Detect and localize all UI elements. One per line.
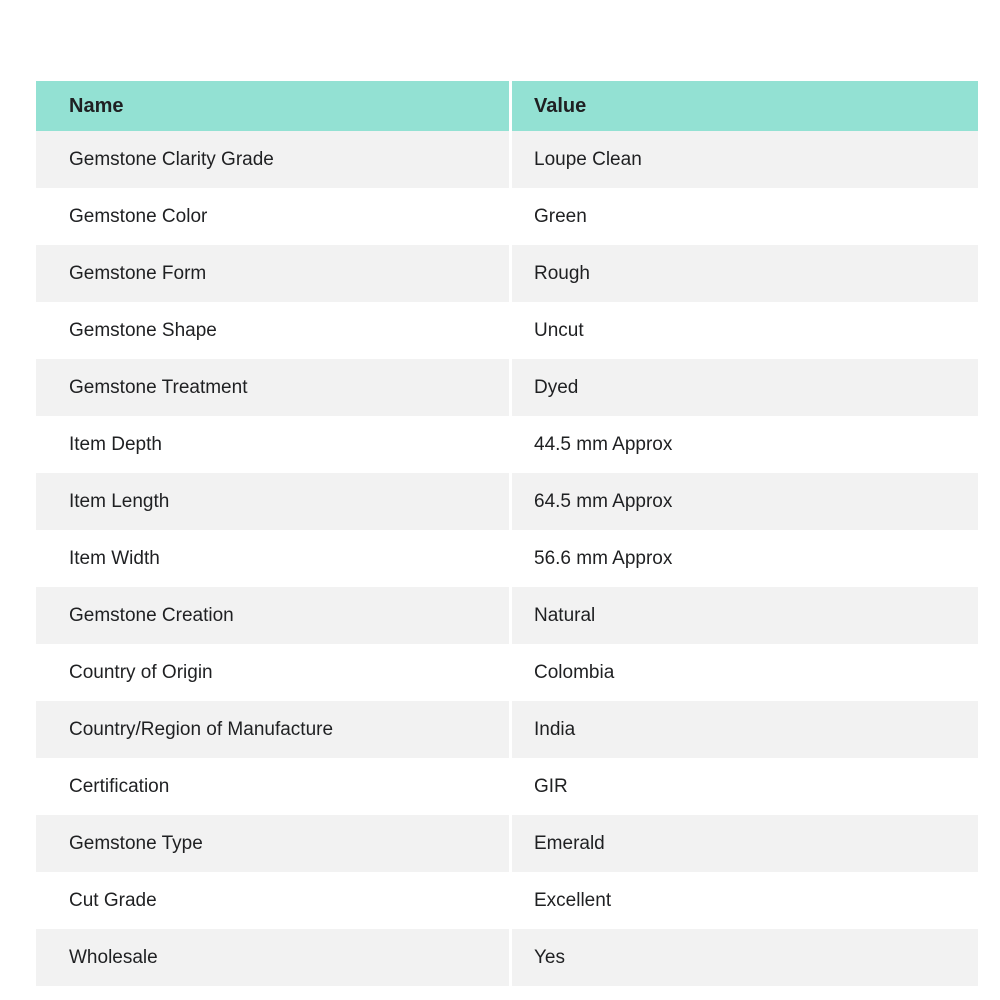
name-cell: Wholesale <box>36 929 509 986</box>
table-row <box>36 188 978 245</box>
value-cell: GIR <box>512 758 978 815</box>
table-row <box>36 872 978 929</box>
name-cell: Country/Region of Manufacture <box>36 701 509 758</box>
value-cell: 44.5 mm Approx <box>512 416 978 473</box>
name-cell: Gemstone Creation <box>36 587 509 644</box>
table-row <box>36 359 978 416</box>
table-row <box>36 701 978 758</box>
table-row <box>36 758 978 815</box>
name-cell: Cut Grade <box>36 872 509 929</box>
table-row <box>36 644 978 701</box>
table-row <box>36 530 978 587</box>
name-cell: Certification <box>36 758 509 815</box>
table-row <box>36 131 978 188</box>
value-cell: Dyed <box>512 359 978 416</box>
table-row <box>36 302 978 359</box>
value-cell: Green <box>512 188 978 245</box>
value-cell: Uncut <box>512 302 978 359</box>
name-cell: Gemstone Color <box>36 188 509 245</box>
table-row <box>36 473 978 530</box>
table-row <box>36 416 978 473</box>
name-cell: Country of Origin <box>36 644 509 701</box>
name-cell: Item Width <box>36 530 509 587</box>
name-cell: Gemstone Shape <box>36 302 509 359</box>
column-header-name: Name <box>36 81 509 131</box>
name-cell: Gemstone Type <box>36 815 509 872</box>
column-header-value: Value <box>512 81 978 131</box>
table-row <box>36 815 978 872</box>
value-cell: Yes <box>512 929 978 986</box>
name-cell: Gemstone Form <box>36 245 509 302</box>
name-cell: Item Length <box>36 473 509 530</box>
value-cell: 56.6 mm Approx <box>512 530 978 587</box>
table-row <box>36 245 978 302</box>
name-cell: Gemstone Treatment <box>36 359 509 416</box>
name-cell: Gemstone Clarity Grade <box>36 131 509 188</box>
value-cell: Loupe Clean <box>512 131 978 188</box>
value-cell: Excellent <box>512 872 978 929</box>
value-cell: Natural <box>512 587 978 644</box>
value-cell: Rough <box>512 245 978 302</box>
name-cell: Item Depth <box>36 416 509 473</box>
value-cell: India <box>512 701 978 758</box>
value-cell: Colombia <box>512 644 978 701</box>
value-cell: Emerald <box>512 815 978 872</box>
table-row <box>36 929 978 986</box>
specs-table <box>36 81 978 986</box>
table-row <box>36 587 978 644</box>
table-header <box>36 81 978 131</box>
value-cell: 64.5 mm Approx <box>512 473 978 530</box>
